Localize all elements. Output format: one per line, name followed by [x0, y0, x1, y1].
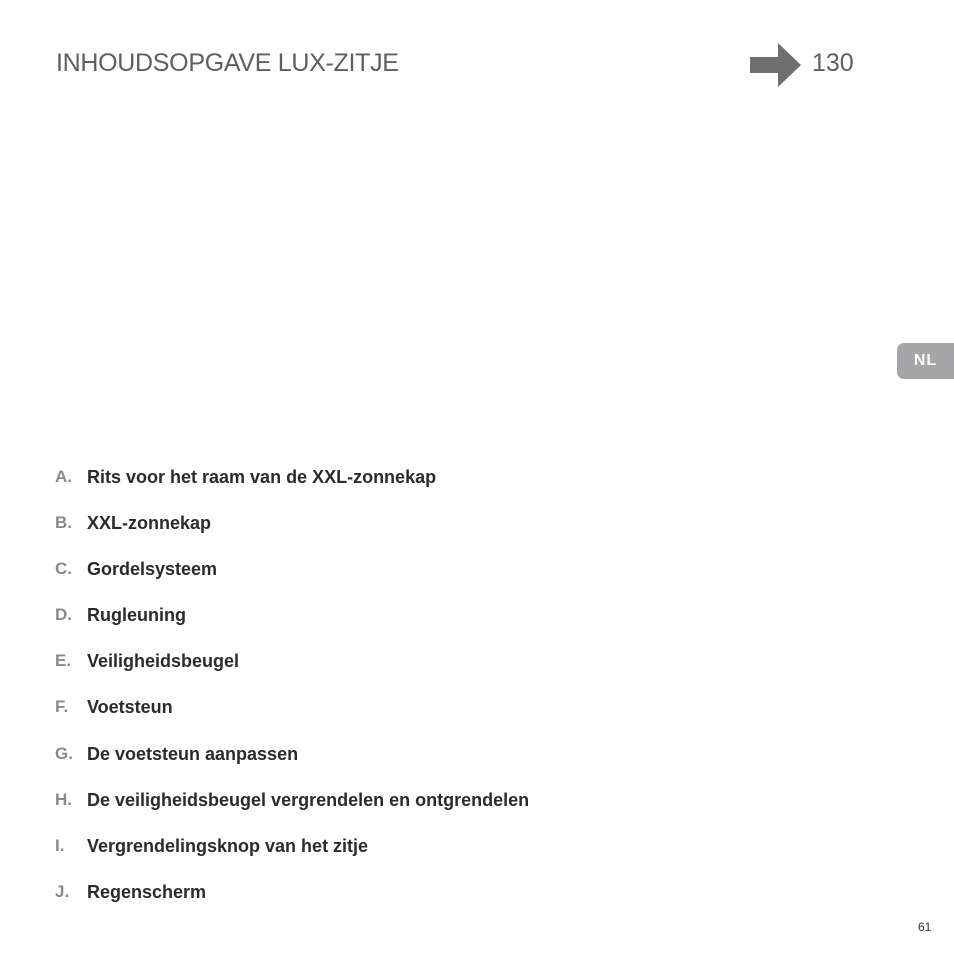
toc-text: Veiligheidsbeugel: [87, 651, 240, 672]
toc-text: Rugleuning: [87, 605, 186, 626]
toc-item-e: [55, 649, 529, 695]
toc-text: Voetsteun: [87, 697, 173, 718]
toc-letter: A.: [55, 467, 72, 486]
toc-text: Regenscherm: [87, 881, 207, 902]
toc-item-a: [55, 465, 529, 511]
language-tab: NL: [897, 343, 954, 379]
toc-text: Gordelsysteem: [87, 559, 218, 580]
toc-text: De veiligheidsbeugel vergrendelen en ontgrendelen: [87, 789, 530, 810]
toc-item-j: [55, 880, 529, 926]
toc-letter: H.: [55, 789, 72, 809]
toc-letter: B.: [55, 513, 72, 533]
toc-item-i: [55, 834, 529, 880]
toc-letter: E.: [55, 651, 72, 671]
page-reference: 130: [812, 49, 854, 77]
right-arrow-icon: [748, 42, 802, 88]
toc-item-f: [55, 695, 529, 741]
toc-letter: I.: [55, 835, 65, 855]
page-number: 61: [918, 920, 932, 934]
toc-text: De voetsteun aanpassen: [87, 743, 299, 764]
toc-text: Rits voor het raam van de XXL-zonnekap: [87, 467, 437, 487]
toc-item-g: [55, 742, 529, 788]
toc-item-b: [55, 511, 529, 557]
toc-letter: D.: [55, 605, 72, 625]
table-of-contents: [55, 465, 529, 926]
toc-letter: J.: [55, 881, 70, 901]
page-title: INHOUDSOPGAVE LUX-ZITJE: [56, 49, 399, 77]
toc-item-c: [55, 557, 529, 603]
toc-text: Vergrendelingsknop van het zitje: [87, 835, 369, 856]
toc-letter: C.: [55, 559, 72, 579]
toc-item-h: [55, 788, 529, 834]
toc-text: XXL-zonnekap: [87, 513, 212, 534]
toc-letter: F.: [55, 697, 69, 717]
toc-letter: G.: [55, 743, 73, 763]
toc-item-d: [55, 603, 529, 649]
